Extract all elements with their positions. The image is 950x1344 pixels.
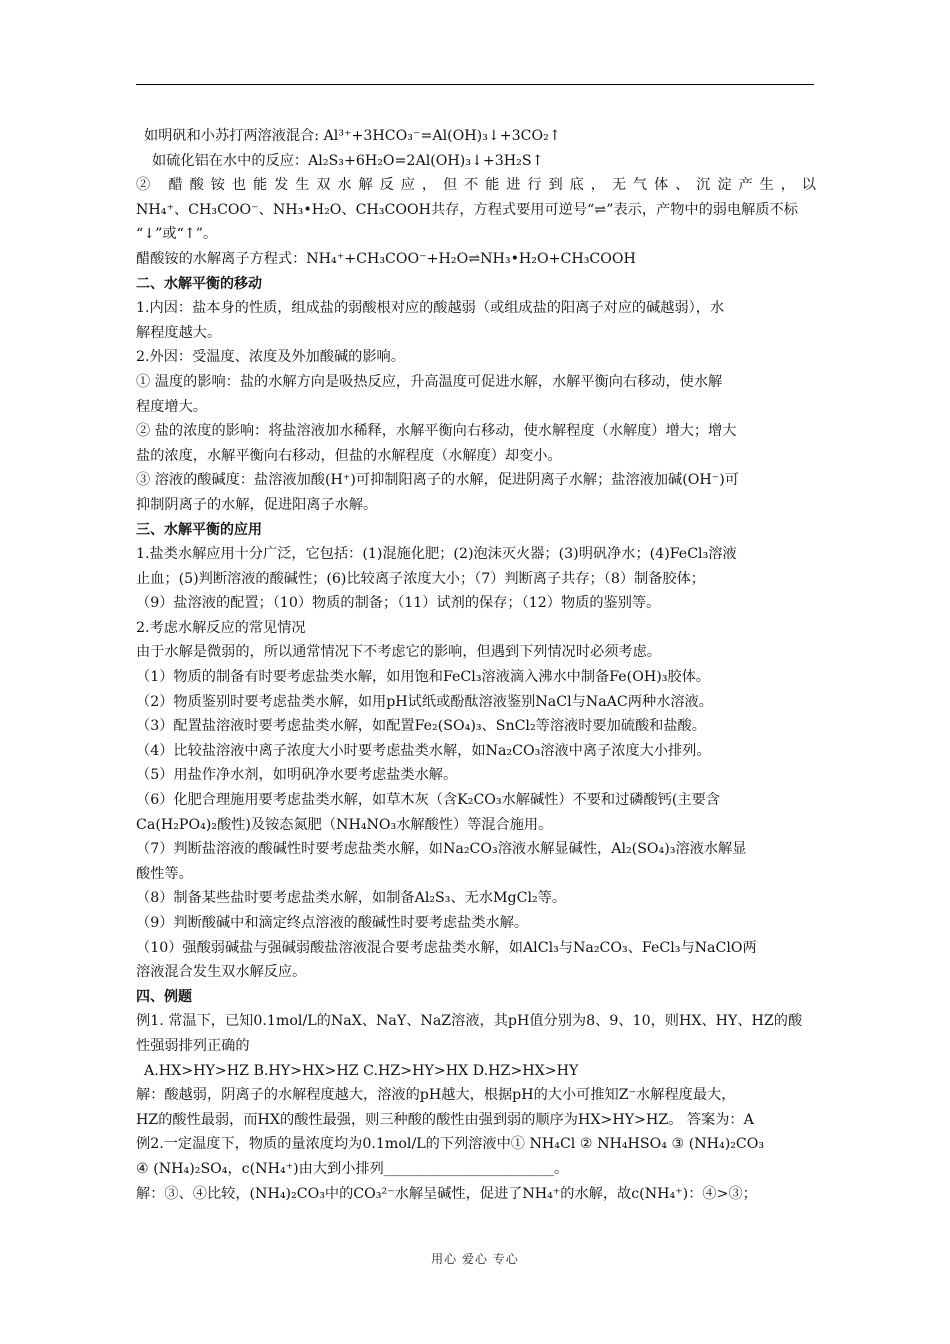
text-line: 溶液混合发生双水解反应。 — [136, 964, 307, 981]
text-line: 1.内因：盐本身的性质，组成盐的弱酸根对应的酸越弱（或组成盐的阳离子对应的碱越弱），水 — [136, 300, 725, 317]
text-line: 如硫化铝在水中的反应：Al₂S₃+6H₂O=2Al(OH)₃↓+3H₂S↑ — [152, 152, 544, 169]
text-line: （10）强酸弱碱盐与强碱弱酸盐溶液混合要考虑盐类水解，如AlCl₃与Na₂CO₃、FeCl₃与NaClO两 — [136, 939, 757, 956]
text-line: 止血；(5)判断溶液的酸碱性；(6)比较离子浓度大小；（7）判断离子共存；（8）制备胶体； — [136, 570, 705, 587]
text-line: ④ (NH₄)₂SO₄，c(NH₄⁺)由大到小排列________________________。 — [136, 1160, 569, 1177]
text-line: ③ 溶液的酸碱度：盐溶液加酸(H⁺)可抑制阳离子的水解，促进阴离子水解；盐溶液加碱(OH⁻)可 — [136, 472, 739, 489]
text-line: （6）化肥合理施用要考虑盐类水解，如草木灰（含K₂CO₃水解碱性）不要和过磷酸钙(主要含 — [136, 792, 720, 809]
text-line: 酸性等。 — [136, 865, 193, 882]
text-line: （9）判断酸碱中和滴定终点溶液的酸碱性时要考虑盐类水解。 — [136, 915, 529, 931]
answer-options: A.HX>HY>HZ B.HY>HX>HZ C.HZ>HY>HX D.HZ>HX>HY — [144, 1062, 579, 1079]
text-line: 性强弱排列正确的 — [136, 1037, 250, 1054]
section-heading: 三、水解平衡的应用 — [136, 521, 262, 538]
text-line: Ca(H₂PO₄)₂酸性)及铵态氮肥（NH₄NO₃水解酸性）等混合施用。 — [136, 816, 553, 833]
document-body — [136, 124, 816, 1206]
section-heading: 四、例题 — [136, 988, 192, 1005]
text-line: 1.盐类水解应用十分广泛，它包括：(1)混施化肥；(2)泡沫灭火器；(3)明矾净水；(4)FeCl₃溶液 — [136, 546, 737, 563]
text-line: 2.考虑水解反应的常见情况 — [136, 619, 306, 636]
text-line: 解：酸越弱，阴离子的水解程度越大，溶液的pH越大，根据pH的大小可推知Z⁻水解程度最大， — [136, 1087, 736, 1104]
text-line: （3）配置盐溶液时要考虑盐类水解，如配置Fe₂(SO₄)₃、SnCl₂等溶液时要加硫酸和盐酸。 — [136, 718, 706, 735]
text-line: “↓”或“↑”。 — [136, 226, 218, 243]
text-line: （5）用盐作净水剂，如明矾净水要考虑盐类水解。 — [136, 767, 458, 784]
text-line: 抑制阴离子的水解，促进阳离子水解。 — [136, 496, 378, 513]
text-line: 如明矾和小苏打两溶液混合: Al³⁺+3HCO₃⁻=Al(OH)₃↓+3CO₂↑ — [144, 128, 561, 144]
text-line: 解程度越大。 — [136, 324, 222, 341]
text-line: （9）盐溶液的配置；（10）物质的制备；（11）试剂的保存；（12）物质的鉴别等。 — [136, 595, 661, 612]
text-line: 醋酸铵的水解离子方程式：NH₄⁺+CH₃COO⁻+H₂O⇌NH₃•H₂O+CH₃COOH — [136, 250, 636, 267]
text-line: （1）物质的制备有时要考虑盐类水解，如用饱和FeCl₃溶液滴入沸水中制备Fe(OH)₃胶体。 — [136, 669, 710, 686]
text-line: ② 醋酸铵也能发生双水解反应，但不能进行到底，无气体、沉淀产生，以 — [136, 177, 816, 194]
section-heading: 二、水解平衡的移动 — [136, 275, 262, 292]
text-line: ② 盐的浓度的影响：将盐溶液加水稀释，水解平衡向右移动，使水解程度（水解度）增大；增大 — [136, 423, 737, 440]
text-line: （4）比较盐溶液中离子浓度大小时要考虑盐类水解，如Na₂CO₃溶液中离子浓度大小排列。 — [136, 742, 711, 759]
text-line: HZ的酸性最弱，而HX的酸性最强，则三种酸的酸性由强到弱的顺序为HX>HY>HZ。 答案为：A — [136, 1111, 754, 1128]
text-line: （2）物质鉴别时要考虑盐类水解，如用pH试纸或酚酞溶液鉴别NaCl与NaAC两种水溶液。 — [136, 693, 713, 710]
text-line: （7）判断盐溶液的酸碱性时要考虑盐类水解，如Na₂CO₃溶液水解显碱性，Al₂(SO₄)₃溶液水解显 — [136, 841, 747, 858]
text-line: 2.外因：受温度、浓度及外加酸碱的影响。 — [136, 349, 405, 366]
text-line: ① 温度的影响：盐的水解方向是吸热反应，升高温度可促进水解，水解平衡向右移动，使水解 — [136, 373, 723, 390]
text-line: 程度增大。 — [136, 398, 207, 415]
text-line: 解：③、④比较，(NH₄)₂CO₃中的CO₃²⁻水解呈碱性，促进了NH₄⁺的水解，故c(NH₄⁺)：④>③； — [136, 1185, 757, 1202]
text-line: 例1. 常温下，已知0.1mol/L的NaX、NaY、NaZ溶液，其pH值分别为8、9、10，则HX、HY、HZ的酸 — [136, 1013, 803, 1030]
text-line: 由于水解是微弱的，所以通常情况下不考虑它的影响，但遇到下列情况时必须考虑。 — [136, 644, 661, 661]
header-rule — [136, 84, 814, 85]
text-line: 盐的浓度，水解平衡向右移动，但盐的水解程度（水解度）却变小。 — [136, 447, 562, 464]
text-line: NH₄⁺、CH₃COO⁻、NH₃•H₂O、CH₃COOH共存，方程式要用可逆号“⇌”表示，产物中的弱电解质不标 — [136, 201, 798, 218]
text-line: 例2.一定温度下，物质的量浓度均为0.1mol/L的下列溶液中① NH₄Cl ② NH₄HSO₄ ③ (NH₄)₂CO₃ — [136, 1136, 765, 1153]
page-footer: 用心 爱心 专心 — [431, 1252, 519, 1266]
text-line: （8）制备某些盐时要考虑盐类水解，如制备Al₂S₃、无水MgCl₂等。 — [136, 890, 567, 907]
